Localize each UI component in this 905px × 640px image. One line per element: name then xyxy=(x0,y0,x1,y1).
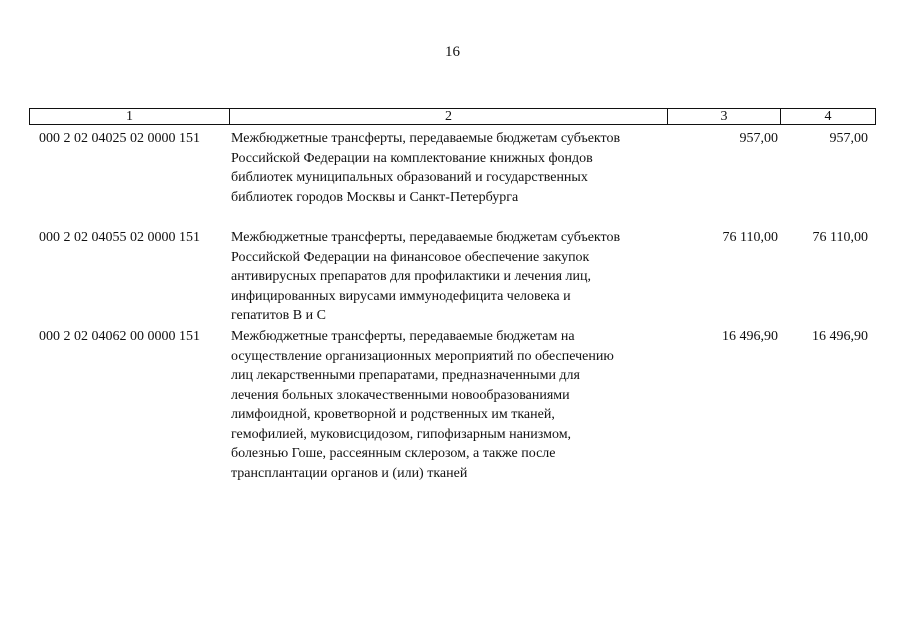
row-description: Межбюджетные трансферты, передаваемые бюджетам на осуществление организационных мероприятий по обеспечению лиц лекарственными препаратами, предназначенными для лечения больных злокачественными новообразованиями лимфоидной, кроветворной и родственных им тканей, гемофилией, муковисцидозом, гипофизарным нанизмом, болезнью Гоше, рассеянным склерозом, а также после трансплантации органов и (или) тканей xyxy=(231,329,614,481)
table-row xyxy=(29,327,876,487)
budget-code: 000 2 02 04062 00 0000 151 xyxy=(39,329,200,344)
row-description: Межбюджетные трансферты, передаваемые бюджетам субъектов Российской Федерации на комплектование книжных фондов библиотек муниципальных образований и государственных библиотек городов Москвы и Санкт-Петербурга xyxy=(231,131,621,205)
amount-col-4: 16 496,90 xyxy=(812,329,868,344)
table-header-col-2: 2 xyxy=(230,109,668,124)
table-row xyxy=(29,228,876,327)
amount-col-3: 957,00 xyxy=(739,131,778,146)
table-header-col-4: 4 xyxy=(824,109,832,124)
budget-code: 000 2 02 04025 02 0000 151 xyxy=(39,131,200,146)
amount-col-4: 76 110,00 xyxy=(812,230,868,245)
table-header-row xyxy=(29,108,876,125)
table-body xyxy=(29,129,876,487)
table-header-col-3: 3 xyxy=(668,109,781,124)
budget-code: 000 2 02 04055 02 0000 151 xyxy=(39,230,200,245)
amount-col-3: 16 496,90 xyxy=(722,329,778,344)
table-row xyxy=(29,129,876,228)
amount-col-4: 957,00 xyxy=(829,131,868,146)
page-number: 16 xyxy=(445,44,460,60)
amount-col-3: 76 110,00 xyxy=(722,230,778,245)
row-description: Межбюджетные трансферты, передаваемые бюджетам субъектов Российской Федерации на финансовое обеспечение закупок антивирусных препаратов для профилактики и лечения лиц, инфицированных вирусами иммунодефицита человека и гепатитов В и С xyxy=(231,230,621,323)
table-header-col-1: 1 xyxy=(30,109,230,124)
